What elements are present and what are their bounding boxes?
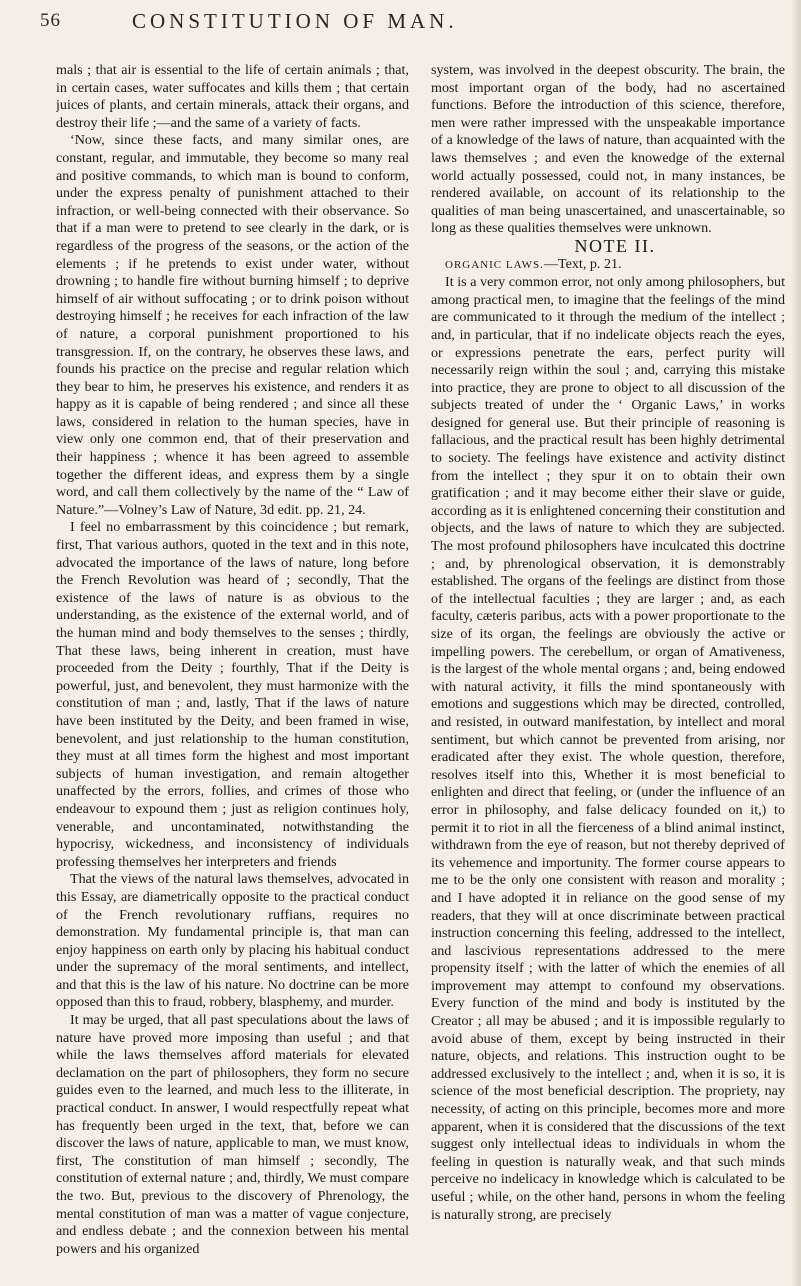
paragraph: It is a very common error, not only among philosophers, but among practical men, to imagine that the feelings of the mind are communicated to it through the medium of the intellect ; and, in particular, that if no indelicate objects reach the eyes, or expressions penetrate the ears, perfect purity will necessarily reign within the soul ; and, carrying this mistake into practice, they are prone to object to all discussion of the subjects treated of under the ‘ Organic Laws,’ in works designed for general use. But their principle of reasoning is fallacious, and the practical result has been highly detrimental to society. The feelings have existence and activity distinct from the intellect ; they spur it on to obtain their own gratification ; and it may become either their slave or guide, according as it is enlightened concerning their constitution and objects, and the laws of nature to which they are subjected. The most profound philosophers have inculcated this doctrine ; and, by phrenological observation, it is demonstrably established. The organs of the feelings are distinct from those of the intellectual faculties ; they are larger ; and, as each faculty, cæteris paribus, acts with a power proportionate to the size of its organ, the feelings are obviously the active or impelling powers. The cerebellum, or organ of Amativeness, is the largest of the whole mental organs ; and, being endowed with natural activity, it fills the mind spontaneously with emotions and suggestions which may be directed, controlled, and resisted, in outward manifestation, by intellect and moral sentiment, but which cannot be prevented from arising, nor eradicated after they exist. The whole question, therefore, resolves itself into this, Whether it is most beneficial to enlighten and direct that feeling, or (under the influence of an error in philosophy, and false delicacy founded on it,) to permit it to riot in all the fierceness of a blind animal instinct, withdrawn from the eye of reason, but not thereby deprived of its vehemence and importunity. The former course appears to me to be the only one consistent with reason and morality ; and I have adopted it in reliance on the good sense of my readers, that they will at once discriminate between practical instruction concerning this feeling, addressed to the intellect, and lascivious representations addressed to the mere propensity itself ; with the latter of which the enemies of all improvement may attempt to confound my observations. Every function of the mind and body is instituted by the Creator ; all may be abused ; and it is impossible regularly to avoid abuse of them, except by being instructed in their nature, objects, and relations. This instruction ought to be addressed exclusively to the intellect ; and, when it is so, it is science of the most beneficial description. The propriety, nay necessity, of acting on this principle, becomes more and more apparent, when it is considered that the discussions of the text suggest only intellectual ideas to individuals in whom the feeling in question is naturally weak, and that such minds perceive no indelicacy in knowledge which is calculated to be useful ; while, on the other hand, persons in whom the feeling is naturally strong, are precisely: [431, 274, 785, 1223]
note-subtitle: [431, 256, 785, 275]
left-column: [56, 62, 409, 1272]
note-subtitle-caps: ORGANIC LAWS.: [445, 258, 544, 271]
paragraph: That the views of the natural laws themselves, advocated in this Essay, are diametrically opposite to the practical conduct of the French revolutionary ruffians, requires no demonstration. My fundamental principle is, that man can enjoy happiness on earth only by placing his habitual conduct under the supremacy of the moral sentiments, and intellect, and that this is the law of his nature. No doctrine can be more opposed than this to fraud, robbery, blasphemy, and murder.: [56, 871, 409, 1011]
note-subtitle-ref: —Text, p. 21.: [543, 255, 622, 272]
right-column: [431, 62, 785, 1272]
running-title: CONSTITUTION OF MAN.: [132, 9, 458, 33]
paragraph-continued: system, was involved in the deepest obscurity. The brain, the most important organ of the body, had no ascertained functions. Before the introduction of this science, therefore, men were rather impressed with the unspeakable importance of a knowledge of the laws of nature, than acquainted with the laws themselves ; and even the knowedge of the external world actually possessed, could not, in many instances, be rendered available, on account of its relationship to the qualities of man being unascertained, and unascertainable, so long as these qualities themselves were unknown.: [431, 62, 785, 237]
page-edge-shadow: [791, 0, 801, 1286]
running-header: [40, 6, 780, 36]
page-number: 56: [40, 10, 61, 31]
paragraph: It may be urged, that all past speculations about the laws of nature have proved more imposing than useful ; and that while the laws themselves afford materials for elevated declamation on the part of philosophers, they form no secure guides even to the learned, and much less to the illiterate, in practical conduct. In answer, I would respectfully repeat what has frequently been urged in the text, that, before we can discover the laws of nature, applicable to man, we must know, first, The constitution of man himself ; secondly, The constitution of external nature ; and, thirdly, We must compare the two. But, previous to the discovery of Phrenology, the mental constitution of man was a matter of vague conjecture, and endless debate ; and the connexion between his mental powers and his organized: [56, 1012, 409, 1257]
paragraph: ‘Now, since these facts, and many similar ones, are constant, regular, and immutable, they become so many real and positive commands, to which man is bound to conform, under the express penalty of punishment attached to their infraction, or well-being connected with their observance. So that if a man were to pretend to see clearly in the dark, or is regardless of the progress of the seasons, or the action of the elements ; if he pretends to exist under water, without drowning ; to handle fire without burning himself ; to deprive himself of air without suffocating ; or to drink poison without destroying himself ; he receives for each infraction of the law of nature, a corporal punishment proportioned to his transgression. If, on the contrary, he observes these laws, and founds his practice on the precise and regular relation which they bear to him, he preserves his existence, and renders it as happy as it is capable of being rendered ; and since all these laws, considered in relation to the human species, have in view only one common end, that of their preservation and their happiness ; whence it has been agreed to assemble together the different ideas, and express them by a single word, and call them collectively by the name of the “ Law of Nature.”—Volney’s Law of Nature, 3d edit. pp. 21, 24.: [56, 132, 409, 518]
paragraph: I feel no embarrassment by this coincidence ; but remark, first, That various authors, quoted in the text and in this note, advocated the importance of the laws of nature, long before the French Revolution was heard of ; secondly, That the existence of the laws of nature is as obvious to the understanding, as the existence of the external world, and of the human mind and body themselves to the senses ; thirdly, That these laws, being inherent in creation, must have proceeded from the Deity ; fourthly, That if the Deity is powerful, just, and benevolent, they must harmonize with the constitution of man ; and, lastly, That if the laws of nature have been instituted by the Deity, and been framed in wise, benevolent, and just relationship to the human constitution, they must at all times form the highest and most important subjects of human investigation, and remain altogether unaffected by the errors, follies, and crimes of those who endeavour to expound them ; just as religion continues holy, venerable, and uncontaminated, notwithstanding the hypocrisy, wickedness, and inconsistency of individuals professing themselves her interpreters and friends: [56, 519, 409, 870]
note-title: NOTE II.: [574, 235, 656, 256]
paragraph: mals ; that air is essential to the life of certain animals ; that, in certain cases, water suffocates and kills them ; that certain juices of plants, and certain minerals, attack their organs, and destroy their life ;—and the same of a variety of facts.: [56, 62, 409, 131]
